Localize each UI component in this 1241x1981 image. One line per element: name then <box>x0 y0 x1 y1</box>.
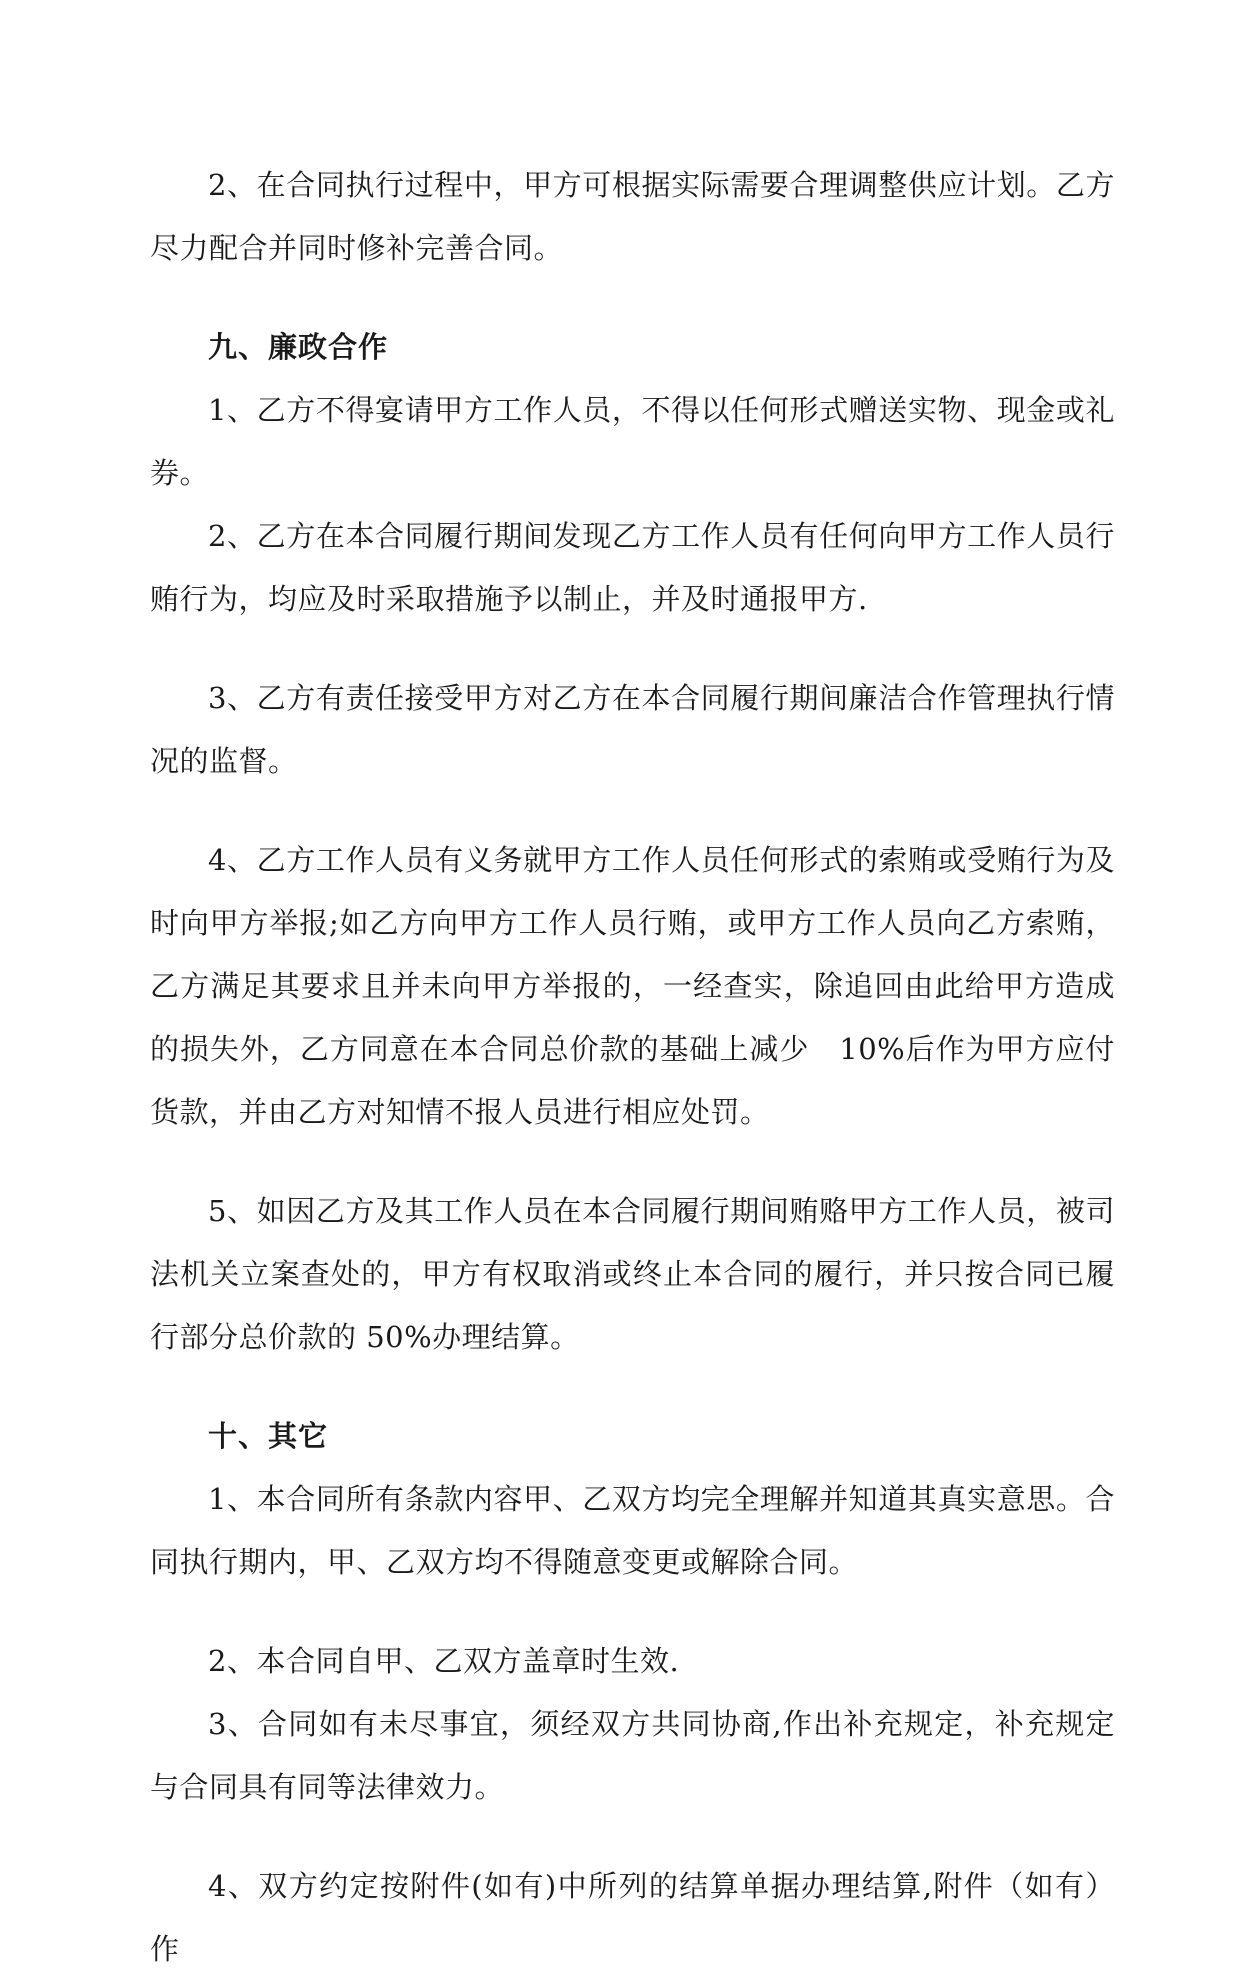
clause-9-4: 4、乙方工作人员有义务就甲方工作人员任何形式的索贿或受贿行为及时向甲方举报;如乙方向甲方工作人员行贿，或甲方工作人员向乙方索贿，乙方满足其要求且并未向甲方举报的，一经查实，除追回由此给甲方造成的损失外，乙方同意在本合同总价款的基础上减少 10%后作为甲方应付货款，并由乙方对知情不报人员进行相应处罚。 <box>150 843 1115 1129</box>
clause-9-2: 2、乙方在本合同履行期间发现乙方工作人员有任何向甲方工作人员行贿行为，均应及时采取措施予以制止，并及时通报甲方. <box>150 519 1115 616</box>
clause-9-5: 5、如因乙方及其工作人员在本合同履行期间贿赂甲方工作人员，被司法机关立案查处的，甲方有权取消或终止本合同的履行，并只按合同已履行部分总价款的 50%办理结算。 <box>150 1194 1115 1354</box>
section-heading-other: 十、其它 <box>208 1419 329 1453</box>
clause-8-2: 2、在合同执行过程中，甲方可根据实际需要合理调整供应计划。乙方尽力配合并同时修补完善合同。 <box>150 168 1115 265</box>
clause-10-1: 1、本合同所有条款内容甲、乙双方均完全理解并知道其真实意思。合同执行期内，甲、乙双方均不得随意变更或解除合同。 <box>150 1482 1115 1579</box>
section-heading-anticorruption: 九、廉政合作 <box>208 330 389 364</box>
clause-10-3: 3、合同如有未尽事宜，须经双方共同协商,作出补充规定，补充规定与合同具有同等法律效力。 <box>150 1707 1115 1804</box>
clause-10-2: 2、本合同自甲、乙双方盖章时生效. <box>208 1644 680 1678</box>
document-page <box>150 154 1115 1981</box>
clause-10-4: 4、双方约定按附件(如有)中所列的结算单据办理结算,附件（如有）作 <box>150 1869 1115 1966</box>
clause-9-3: 3、乙方有责任接受甲方对乙方在本合同履行期间廉洁合作管理执行情况的监督。 <box>150 681 1115 778</box>
clause-9-1: 1、乙方不得宴请甲方工作人员，不得以任何形式赠送实物、现金或礼券。 <box>150 393 1115 490</box>
